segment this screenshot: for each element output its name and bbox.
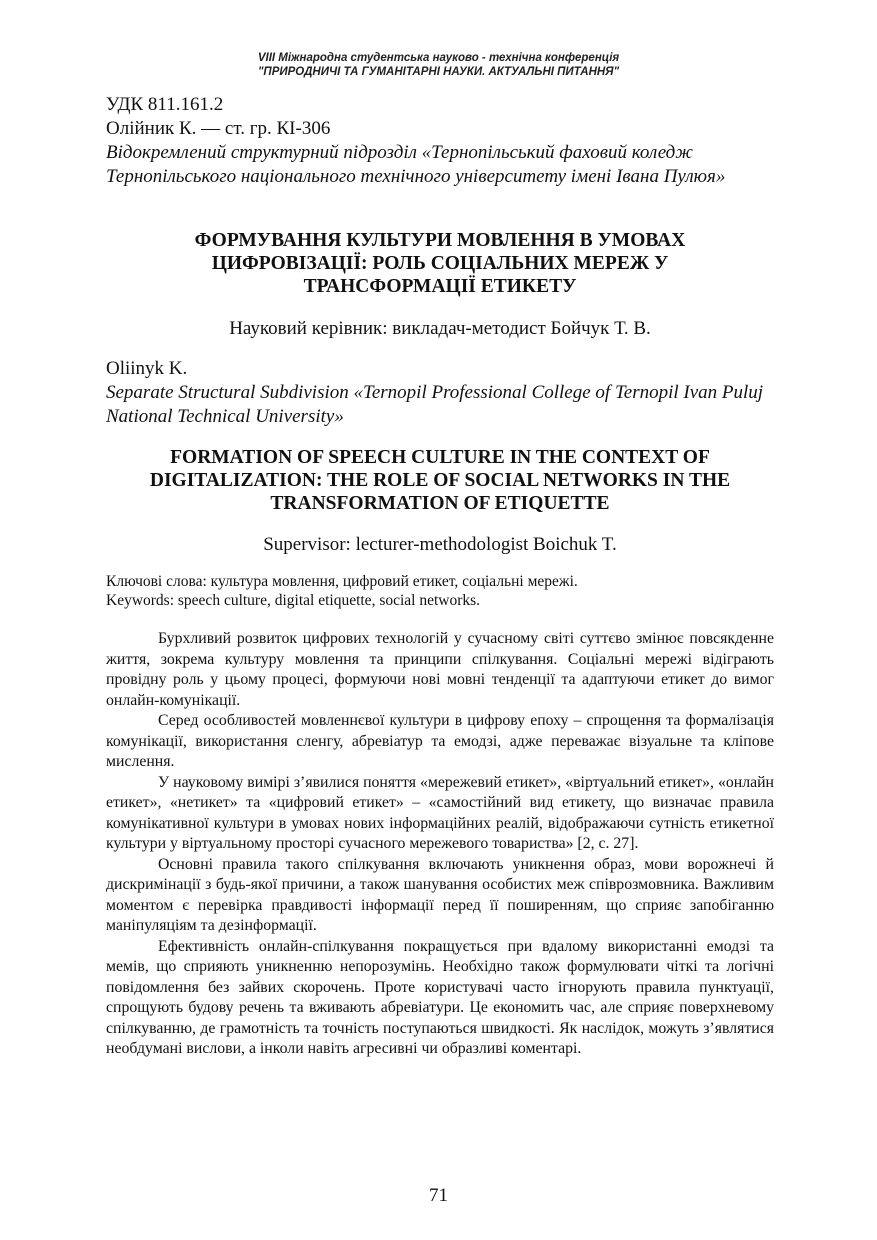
ua-title-line-1: ФОРМУВАННЯ КУЛЬТУРИ МОВЛЕННЯ В УМОВАХ bbox=[194, 230, 686, 251]
keywords-block bbox=[106, 572, 774, 610]
body-paragraph-5: Ефективність онлайн-спілкування покращується при вдалому використанні емодзі та мемів, що сприяють уникненню непорозумінь. Необхідно також формулювати чіткі та логічні повідомлення без зайвих скорочень. Проте користувачі часто ігнорують правила пунктуації, спрощують будову речень та вживають абревіатури. Це економить час, але сприяє поверхневому спілкуванню, де грамотність та точність поступаються швидкості. Як наслідок, можуть з’являтися необдумані вислови, а інколи навіть агресивні чи образливі коментарі. bbox=[106, 937, 774, 1057]
en-affiliation: Separate Structural Subdivision «Ternopil Professional College of Ternopil Ivan Puluj National Technical University» bbox=[106, 382, 764, 427]
ua-author: Олійник К. — ст. гр. КІ-306 bbox=[106, 118, 331, 139]
body-paragraph-4: Основні правила такого спілкування включають уникнення образ, мови ворожнечі й дискримінації з будь-якої причини, а також шанування особистих меж співрозмовника. Важливим моментом є перевірка правдивості інформації перед її поширенням, що сприяє запобіганню маніпуляціям та дезінформації. bbox=[106, 855, 774, 934]
keywords-en: Keywords: speech culture, digital etiquette, social networks. bbox=[106, 592, 481, 609]
ua-affiliation: Відокремлений структурний підрозділ «Тернопільський фаховий коледж Тернопільського національного технічного університету імені Івана Пулюя» bbox=[106, 142, 726, 187]
ua-title-line-2: ЦИФРОВІЗАЦІЇ: РОЛЬ СОЦІАЛЬНИХ МЕРЕЖ У bbox=[211, 253, 669, 274]
ua-title bbox=[106, 229, 774, 298]
en-title bbox=[106, 446, 774, 515]
body-paragraph-1: Бурхливий розвиток цифрових технологій у сучасному світі суттєво змінює повсякденне життя, зокрема культуру мовлення та принципи спілкування. Соціальні мережі відіграють провідну роль у цьому процесі, формуючи нові мовні тенденції та адаптуючи етикет до вимог онлайн-комунікації. bbox=[106, 630, 774, 709]
en-title-line-3: TRANSFORMATION OF ETIQUETTE bbox=[270, 493, 610, 514]
conference-header-line-1: VIII Міжнародна студентська науково - технічна конференція bbox=[257, 52, 620, 64]
ua-header-block bbox=[106, 93, 774, 189]
en-supervisor: Supervisor: lecturer-methodologist Boichuk T. bbox=[263, 534, 617, 555]
keywords-ua: Ключові слова: культура мовлення, цифровий етикет, соціальні мережі. bbox=[106, 573, 578, 590]
conference-header-line-2: "ПРИРОДНИЧІ ТА ГУМАНІТАРНІ НАУКИ. АКТУАЛЬНІ ПИТАННЯ" bbox=[257, 66, 620, 78]
article-body bbox=[106, 629, 774, 1060]
en-header-block bbox=[106, 357, 774, 429]
ua-supervisor: Науковий керівник: викладач-методист Бойчук Т. В. bbox=[229, 318, 651, 339]
ua-title-line-3: ТРАНСФОРМАЦІЇ ЕТИКЕТУ bbox=[303, 276, 577, 297]
en-supervisor-block bbox=[106, 534, 774, 556]
en-title-line-1: FORMATION OF SPEECH CULTURE IN THE CONTEXT OF bbox=[170, 447, 710, 468]
body-paragraph-2: Серед особливостей мовленнєвої культури в цифрову епоху – спрощення та формалізація комунікації, використання сленгу, абревіатур та емодзі, адже переважає візуальне та кліпове мислення. bbox=[106, 712, 774, 770]
body-paragraph-3: У науковому вимірі з’явилися поняття «мережевий етикет», «віртуальний етикет», «онлайн етикет», «нетикет» та «цифровий етикет» – «самостійний вид етикету, що визначає правила комунікативної культури в умовах нових інформаційних реалій, відображаючи сутність етикетної культури у віртуальному просторі сучасного мережевого товариства» [2, с. 27]. bbox=[106, 773, 774, 852]
ua-supervisor-block bbox=[106, 318, 774, 340]
en-title-line-2: DIGITALIZATION: THE ROLE OF SOCIAL NETWORKS IN THE bbox=[149, 470, 731, 491]
page-number: 71 bbox=[429, 1185, 448, 1206]
udc-code: УДК 811.161.2 bbox=[106, 94, 224, 115]
en-author: Oliinyk K. bbox=[106, 358, 188, 379]
